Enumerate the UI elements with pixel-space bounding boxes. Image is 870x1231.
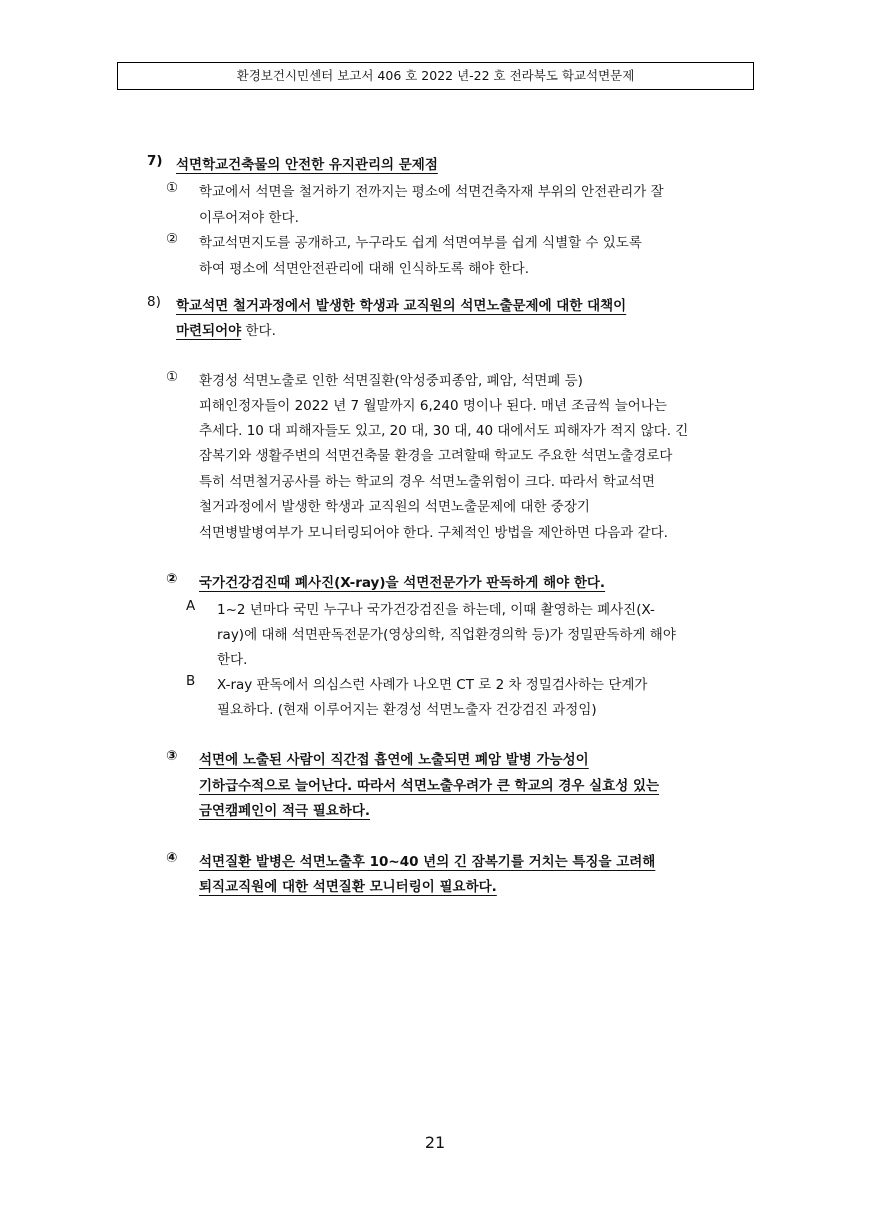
section-8-item-1-line-6: 철거과정에서 발생한 학생과 교직원의 석면노출문제에 대한 중장기 [199, 499, 590, 515]
section-8-item-1-marker: ① [166, 369, 179, 385]
section-8-item-3-line-3: 금연캠페인이 적극 필요하다. [199, 803, 371, 819]
section-8-item-2-title: 국가건강검진때 폐사진(X-ray)을 석면전문가가 판독하게 해야 한다. [199, 575, 606, 591]
section-8-item-1-line-5: 특히 석면철거공사를 하는 학교의 경우 석면노출위험이 크다. 따라서 학교석면 [199, 474, 655, 490]
section-8-item-2-sub-a-line-1: 1~2 년마다 국민 누구나 국가건강검진을 하는데, 이때 촬영하는 폐사진(X- [217, 602, 655, 618]
section-7-item-1-line-1: 학교에서 석면을 철거하기 전까지는 평소에 석면건축자재 부위의 안전관리가 잘 [199, 184, 664, 200]
section-8-item-3-marker: ③ [166, 748, 178, 764]
section-7-item-1-line-2: 이루어져야 한다. [199, 210, 299, 226]
section-7-title: 석면학교건축물의 안전한 유지관리의 문제점 [176, 157, 438, 173]
section-8-item-4-line-1: 석면질환 발병은 석면노출후 10~40 년의 긴 잠복기를 거치는 특징을 고려해 [199, 854, 656, 870]
section-7-number: 7) [147, 153, 163, 169]
section-8-item-2-sub-b-line-2: 필요하다. (현재 이루어지는 환경성 석면노출자 건강검진 과정임) [217, 702, 597, 718]
section-7-item-2-marker: ② [166, 231, 179, 247]
section-8-item-2-sub-b-marker: B [186, 673, 196, 689]
section-7-item-2-line-2: 하여 평소에 석면안전관리에 대해 인식하도록 해야 한다. [199, 261, 529, 277]
section-8-item-4-line-2: 퇴직교직원에 대한 석면질환 모니터링이 필요하다. [199, 879, 497, 895]
section-8-title-emphasis: 마련되어야 [176, 323, 242, 339]
section-8-item-1-line-1: 환경성 석면노출로 인한 석면질환(악성중피종암, 폐암, 석면폐 등) [199, 373, 583, 389]
section-8-item-2-marker: ② [166, 571, 178, 587]
section-8-item-2-sub-a-marker: A [186, 598, 196, 614]
section-8-number: 8) [147, 294, 161, 310]
section-8-title-suffix: 한다. [241, 323, 276, 339]
section-8-item-1-line-4: 잠복기와 생활주변의 석면건축물 환경을 고려할때 학교도 주요한 석면노출경로다 [199, 448, 673, 464]
section-8-item-3-line-2: 기하급수적으로 늘어난다. 따라서 석면노출우려가 큰 학교의 경우 실효성 있는 [199, 778, 660, 794]
section-8-item-1-line-2: 피해인정자들이 2022 년 7 월말까지 6,240 명이나 된다. 매년 조금씩 늘어나는 [199, 398, 667, 414]
section-7-item-1-marker: ① [166, 180, 179, 196]
section-8-item-2-sub-a-line-3: 한다. [217, 652, 248, 668]
section-7-item-2-line-1: 학교석면지도를 공개하고, 누구라도 쉽게 석면여부를 쉽게 식별할 수 있도록 [199, 235, 642, 251]
report-header: 환경보건시민센터 보고서 406 호 2022 년-22 호 전라북도 학교석면문제 [117, 62, 754, 90]
page-number: 21 [424, 1133, 446, 1152]
section-8-item-1-line-7: 석면병발병여부가 모니터링되어야 한다. 구체적인 방법을 제안하면 다음과 같다. [199, 525, 668, 541]
section-8-item-4-marker: ④ [166, 850, 178, 866]
section-8-title-line-2 [176, 319, 276, 339]
section-8-item-3-line-1: 석면에 노출된 사람이 직간접 흡연에 노출되면 폐암 발병 가능성이 [199, 752, 589, 768]
section-8-item-2-sub-b-line-1: X-ray 판독에서 의심스런 사례가 나오면 CT 로 2 차 정밀검사하는 단계가 [217, 677, 648, 693]
section-8-title-line-1: 학교석면 철거과정에서 발생한 학생과 교직원의 석면노출문제에 대한 대책이 [176, 298, 627, 314]
section-8-item-1-line-3: 추세다. 10 대 피해자들도 있고, 20 대, 30 대, 40 대에서도 피해자가 적지 않다. 긴 [199, 423, 689, 439]
section-8-item-2-sub-a-line-2: ray)에 대해 석면판독전문가(영상의학, 직업환경의학 등)가 정밀판독하게 해야 [217, 627, 676, 643]
